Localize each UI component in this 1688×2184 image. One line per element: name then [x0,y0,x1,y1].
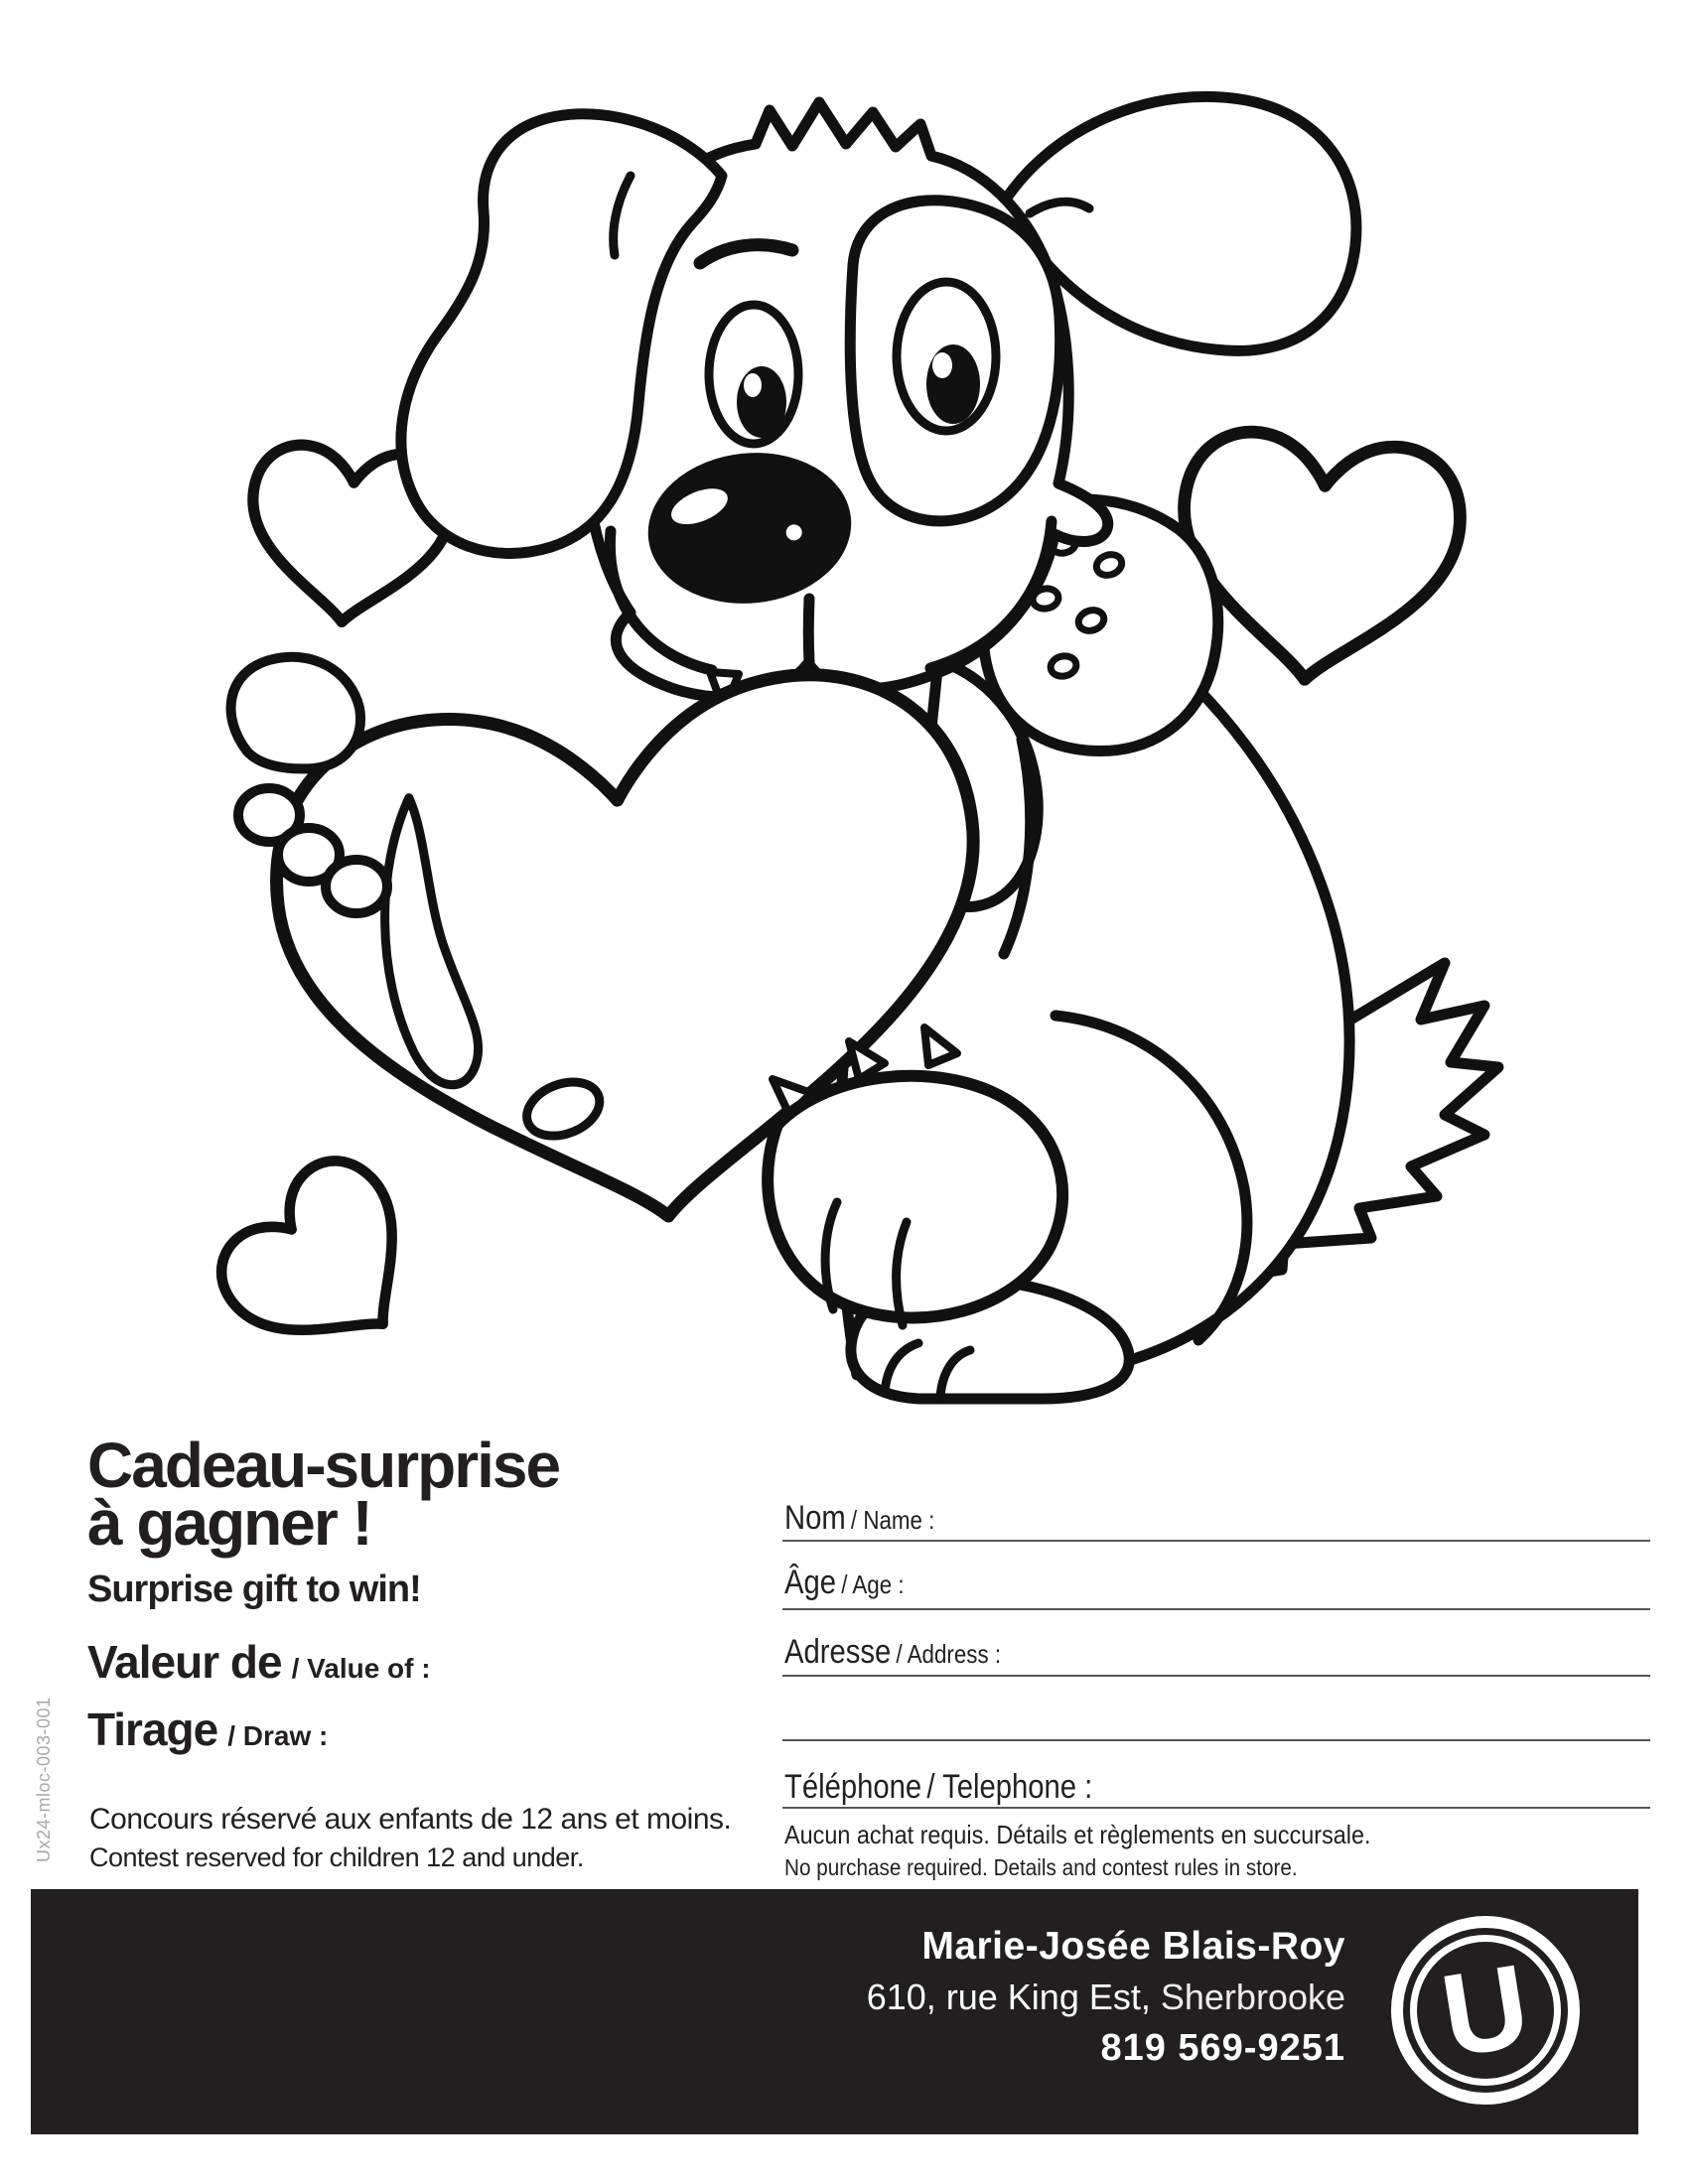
age-write-line[interactable] [782,1608,1650,1610]
address-label-fr: Adresse [784,1633,892,1671]
name-write-line[interactable] [782,1540,1650,1542]
draw-row [87,1703,328,1756]
name-label-en: / Name : [850,1505,935,1535]
address-write-line-2[interactable] [782,1739,1650,1741]
value-label-fr: Valeur de [87,1636,282,1688]
store-address [867,1977,1345,2018]
eligibility-fr: Concours réservé aux enfants de 12 ans et moins. [89,1803,732,1836]
store-address-street: 610, rue King Est, [866,1977,1151,2017]
store-contact-block [867,1925,1345,2070]
store-address-city: Sherbrooke [1160,1977,1345,2017]
contest-title-fr [87,1430,560,1559]
telephone-field-label [784,1768,1092,1807]
eligibility-en: Contest reserved for children 12 and under. [89,1843,584,1872]
contest-disclaimer [784,1820,1371,1881]
age-field-label [784,1564,905,1602]
value-label-en: / Value of : [291,1653,431,1684]
store-footer-bar [31,1889,1638,2134]
name-field-label [784,1499,934,1538]
telephone-label-en: / Telephone : [926,1768,1093,1806]
logo-letter: U [1433,1940,1538,2083]
name-label-fr: Nom [784,1499,846,1537]
heart-outline-bottom-left [203,1142,450,1389]
contest-title-line2: à gagner ! [87,1487,371,1559]
uniprix-logo-icon [1391,1916,1580,2105]
draw-label-fr: Tirage [87,1704,218,1755]
store-phone: 819 569-9251 [1100,2027,1345,2069]
draw-label-en: / Draw : [227,1720,329,1751]
telephone-write-line[interactable] [782,1807,1650,1809]
puppy-holding-heart-illustration [164,55,1554,1425]
age-label-fr: Âge [784,1564,837,1601]
eligibility-note [89,1803,731,1873]
store-contact-name: Marie-Josée Blais-Roy [921,1925,1345,1968]
contest-title-en: Surprise gift to win! [87,1569,421,1610]
telephone-label-fr: Téléphone [784,1768,922,1806]
disclaimer-fr: Aucun achat requis. Détails et règlements en succursale. [784,1820,1371,1849]
address-field-label [784,1633,1001,1672]
disclaimer-en: No purchase required. Details and contest rules in store. [784,1854,1298,1880]
address-label-en: / Address : [896,1639,1002,1669]
contest-title-line1: Cadeau-surprise [87,1430,560,1501]
age-label-en: / Age : [841,1570,905,1599]
address-write-line[interactable] [782,1675,1650,1677]
value-row [87,1635,431,1689]
print-code: Ux24-mloc-003-001 [34,1697,54,1862]
